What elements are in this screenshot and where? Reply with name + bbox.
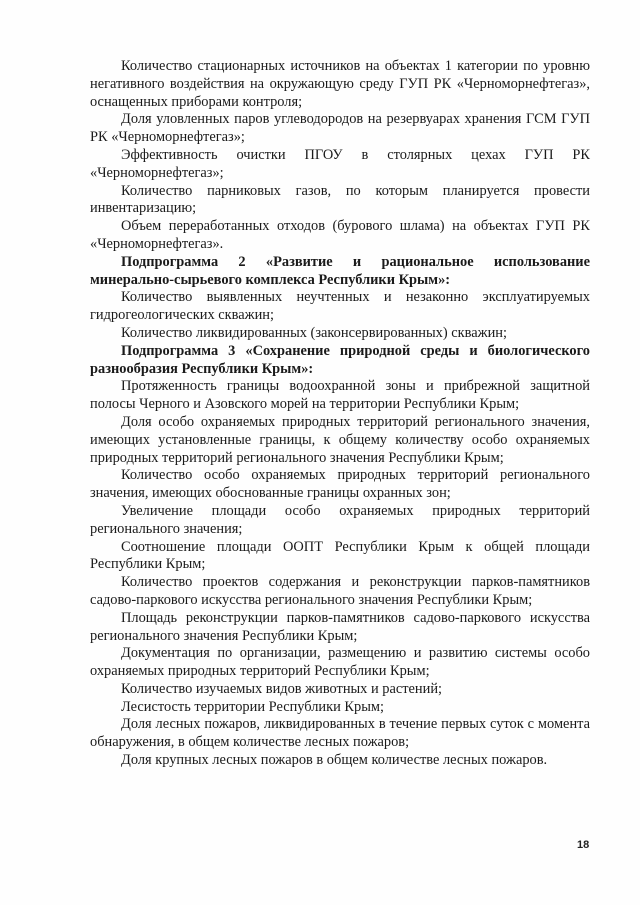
paragraph: Количество парниковых газов, по которым планируется провести инвентаризацию; — [90, 182, 590, 217]
paragraph: Соотношение площади ООПТ Республики Крым к общей площади Республики Крым; — [90, 538, 590, 573]
paragraph: Доля крупных лесных пожаров в общем количестве лесных пожаров. — [121, 752, 548, 769]
paragraph: Эффективность очистки ПГОУ в столярных цехах ГУП РК «Черноморнефтегаз»; — [90, 146, 590, 181]
subprogram-heading: Подпрограмма 2 «Развитие и рациональное использование минерально-сырьевого комплекса Республики Крым»: — [90, 253, 590, 288]
paragraph: Площадь реконструкции парков-памятников садово-паркового искусства регионального значения Республики Крым; — [90, 609, 590, 644]
document-body — [90, 58, 590, 770]
paragraph: Количество проектов содержания и реконструкции парков-памятников садово-паркового искусства регионального значения Республики Крым; — [90, 574, 590, 608]
subprogram-heading: Подпрограмма 3 «Сохранение природной среды и биологического разнообразия Республики Крым»: — [90, 342, 590, 377]
paragraph: Объем переработанных отходов (бурового шлама) на объектах ГУП РК «Черноморнефтегаз». — [90, 218, 590, 252]
paragraph: Количество ликвидированных (законсервированных) скважин; — [121, 324, 507, 341]
paragraph: Количество изучаемых видов животных и растений; — [121, 680, 443, 697]
paragraph: Доля уловленных паров углеводородов на резервуарах хранения ГСМ ГУП РК «Черноморнефтегаз»; — [90, 111, 590, 146]
paragraph: Лесистость территории Республики Крым; — [121, 698, 384, 715]
paragraph: Доля лесных пожаров, ликвидированных в течение первых суток с момента обнаружения, в общем количестве лесных пожаров; — [90, 716, 590, 751]
page-number: 18 — [577, 839, 590, 851]
paragraph: Количество стационарных источников на объектах 1 категории по уровню негативного воздействия на окружающую среду ГУП РК «Черноморнефтегаз», оснащенных приборами контроля; — [90, 58, 590, 110]
paragraph: Количество особо охраняемых природных территорий регионального значения, имеющих обоснованные границы охранных зон; — [90, 467, 590, 502]
paragraph: Протяженность границы водоохранной зоны и прибрежной защитной полосы Черного и Азовского морей на территории Республики Крым; — [90, 378, 590, 413]
paragraph: Документация по организации, размещению и развитию системы особо охраняемых природных территорий Республики Крым; — [90, 645, 590, 680]
paragraph: Увеличение площади особо охраняемых природных территорий регионального значения; — [90, 502, 590, 537]
paragraph: Количество выявленных неучтенных и незаконно эксплуатируемых гидрогеологических скважин; — [90, 289, 590, 324]
paragraph: Доля особо охраняемых природных территорий регионального значения, имеющих установленные границы, к общему количеству особо охраняемых природных территорий регионального значения Республики Крым; — [90, 413, 590, 466]
